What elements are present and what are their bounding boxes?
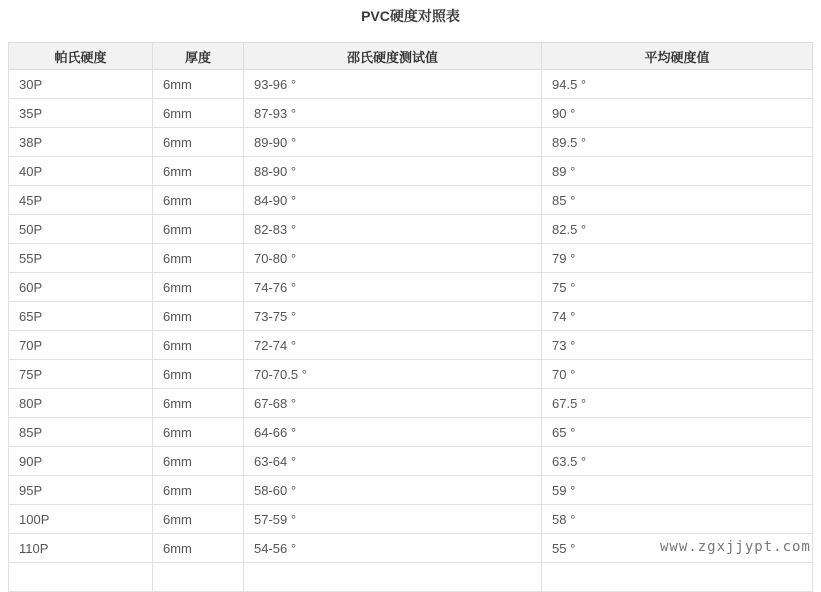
table-row: [9, 99, 813, 128]
table-row-empty: [9, 563, 813, 592]
table-cell: 6mm: [153, 70, 244, 99]
table-cell: 72-74 °: [244, 331, 542, 360]
table-cell: 79 °: [542, 244, 813, 273]
table-cell: 90P: [9, 447, 153, 476]
table-cell: 50P: [9, 215, 153, 244]
table-cell: [153, 563, 244, 592]
table-cell: 70-80 °: [244, 244, 542, 273]
table-cell: 80P: [9, 389, 153, 418]
table-cell: 87-93 °: [244, 99, 542, 128]
table-cell: 55P: [9, 244, 153, 273]
table-cell: 55 °: [542, 534, 813, 563]
table-cell: 64-66 °: [244, 418, 542, 447]
table-cell: 75 °: [542, 273, 813, 302]
table-cell: 100P: [9, 505, 153, 534]
col-header-pa-hardness: 帕氏硬度: [9, 43, 153, 70]
table-row: [9, 418, 813, 447]
table-cell: 93-96 °: [244, 70, 542, 99]
table-header-row: [9, 43, 813, 70]
table-cell: 54-56 °: [244, 534, 542, 563]
table-cell: 85P: [9, 418, 153, 447]
table-cell: 94.5 °: [542, 70, 813, 99]
table-cell: 95P: [9, 476, 153, 505]
table-cell: [542, 563, 813, 592]
table-row: [9, 389, 813, 418]
table-cell: 6mm: [153, 418, 244, 447]
table-cell: 63.5 °: [542, 447, 813, 476]
table-cell: 82-83 °: [244, 215, 542, 244]
table-cell: 6mm: [153, 331, 244, 360]
table-cell: 70-70.5 °: [244, 360, 542, 389]
table-cell: 58 °: [542, 505, 813, 534]
table-row: [9, 70, 813, 99]
table-cell: 6mm: [153, 215, 244, 244]
table-cell: 70P: [9, 331, 153, 360]
table-cell: 65P: [9, 302, 153, 331]
table-cell: 6mm: [153, 186, 244, 215]
table-cell: [244, 563, 542, 592]
table-cell: [9, 563, 153, 592]
table-cell: 67.5 °: [542, 389, 813, 418]
table-cell: 59 °: [542, 476, 813, 505]
table-cell: 58-60 °: [244, 476, 542, 505]
table-cell: 6mm: [153, 157, 244, 186]
col-header-thickness: 厚度: [153, 43, 244, 70]
table-cell: 63-64 °: [244, 447, 542, 476]
table-cell: 35P: [9, 99, 153, 128]
table-cell: 110P: [9, 534, 153, 563]
table-row: [9, 302, 813, 331]
table-row: [9, 447, 813, 476]
table-cell: 6mm: [153, 302, 244, 331]
table-cell: 89.5 °: [542, 128, 813, 157]
table-cell: 6mm: [153, 128, 244, 157]
table-cell: 73 °: [542, 331, 813, 360]
table-cell: 67-68 °: [244, 389, 542, 418]
table-cell: 65 °: [542, 418, 813, 447]
table-cell: 89-90 °: [244, 128, 542, 157]
table-cell: 89 °: [542, 157, 813, 186]
table-cell: 6mm: [153, 389, 244, 418]
table-cell: 60P: [9, 273, 153, 302]
table-cell: 6mm: [153, 360, 244, 389]
table-row: [9, 186, 813, 215]
table-row: [9, 331, 813, 360]
table-cell: 6mm: [153, 476, 244, 505]
table-cell: 90 °: [542, 99, 813, 128]
col-header-average-hardness: 平均硬度值: [542, 43, 813, 70]
table-cell: 70 °: [542, 360, 813, 389]
watermark: www.zgxjjypt.com: [660, 539, 811, 555]
table-cell: 6mm: [153, 505, 244, 534]
table-cell: 45P: [9, 186, 153, 215]
table-cell: 40P: [9, 157, 153, 186]
table-cell: 85 °: [542, 186, 813, 215]
table-cell: 57-59 °: [244, 505, 542, 534]
table-cell: 88-90 °: [244, 157, 542, 186]
page-title: PVC硬度对照表: [361, 8, 460, 24]
table-cell: 73-75 °: [244, 302, 542, 331]
table-row: [9, 215, 813, 244]
table-cell: 6mm: [153, 244, 244, 273]
table-row: [9, 244, 813, 273]
col-header-shore-test-value: 邵氏硬度测试值: [244, 43, 542, 70]
table-cell: 82.5 °: [542, 215, 813, 244]
table-row: [9, 360, 813, 389]
table-row: [9, 505, 813, 534]
table-cell: 38P: [9, 128, 153, 157]
table-row: [9, 273, 813, 302]
table-cell: 6mm: [153, 273, 244, 302]
table-row: [9, 476, 813, 505]
table-cell: 6mm: [153, 534, 244, 563]
pvc-hardness-table: [8, 42, 813, 592]
table-cell: 6mm: [153, 99, 244, 128]
table-row: [9, 128, 813, 157]
table-cell: 6mm: [153, 447, 244, 476]
table-cell: 74-76 °: [244, 273, 542, 302]
table-cell: 75P: [9, 360, 153, 389]
table-cell: 84-90 °: [244, 186, 542, 215]
table-cell: 74 °: [542, 302, 813, 331]
table-row: [9, 157, 813, 186]
table-cell: 30P: [9, 70, 153, 99]
